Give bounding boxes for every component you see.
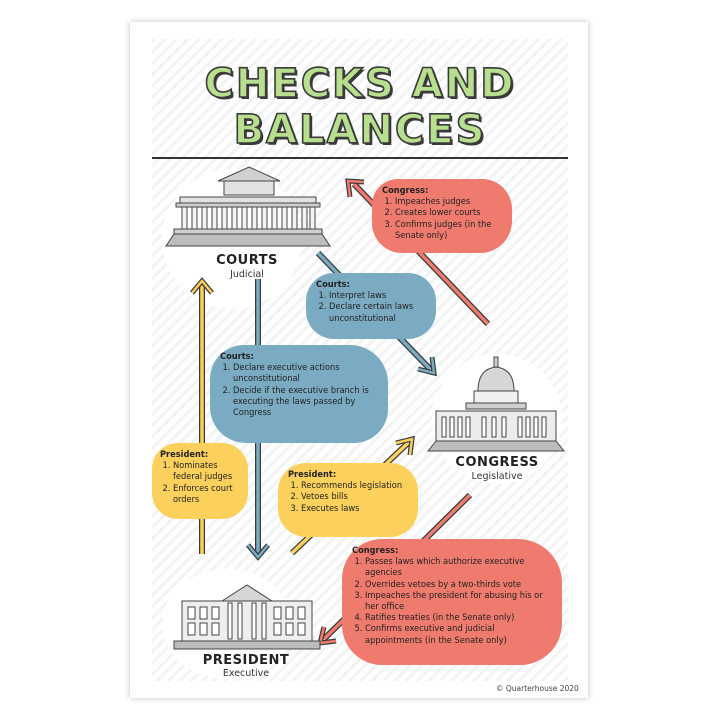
bubble-heading: Courts: [316, 279, 350, 290]
bubble-heading: Congress: [352, 545, 399, 556]
check-item: 2. Declare certain laws unconstitutional [329, 301, 426, 323]
copyright-text: © Quarterhouse 2020 [496, 684, 579, 693]
bubble-president-checks-congress [278, 463, 418, 537]
check-item: 1. Declare executive actions unconstitutional [233, 362, 378, 384]
check-item: 5. Confirms executive and judicial appointments (in the Senate only) [365, 623, 552, 645]
check-item: 3. Confirms judges (in the Senate only) [395, 219, 502, 241]
check-item: 3. Impeaches the president for abusing his or her office [365, 590, 552, 612]
white-house-icon [174, 585, 320, 649]
check-item: 4. Ratifies treaties (in the Senate only) [365, 612, 552, 623]
title-line-1: CHECKS AND [204, 61, 516, 107]
poster [130, 22, 588, 698]
supreme-court-icon [166, 167, 330, 246]
check-item: 2. Creates lower courts [395, 207, 502, 218]
president-sublabel: Executive [222, 668, 270, 679]
check-item: 1. Nominates federal judges [173, 460, 240, 482]
check-item: 1. Impeaches judges [395, 196, 502, 207]
bubble-president-checks-courts [152, 443, 248, 519]
bubble-courts-checks-congress [306, 273, 436, 339]
bubble-congress-checks-courts [372, 179, 512, 253]
bubble-heading: President: [160, 449, 209, 460]
check-item: 2. Vetoes bills [301, 491, 408, 502]
bubble-courts-checks-president [210, 345, 388, 443]
bubble-heading: Courts: [220, 351, 254, 362]
check-item: 1. Passes laws which authorize executive agencies [365, 556, 552, 578]
check-item: 1. Recommends legislation [301, 480, 408, 491]
check-item: 2. Enforces court orders [173, 483, 240, 505]
president-label: PRESIDENT [202, 653, 290, 668]
title-line-2: BALANCES [233, 107, 487, 153]
bubble-heading: President: [288, 469, 337, 480]
check-item: 3. Executes laws [301, 503, 408, 514]
congress-sublabel: Legislative [471, 471, 523, 482]
bubble-congress-checks-president [342, 539, 562, 665]
courts-sublabel: Judicial [230, 269, 264, 280]
congress-label: CONGRESS [455, 455, 539, 470]
check-item: 2. Decide if the executive branch is executing the laws passed by Congress [233, 385, 378, 419]
bubble-heading: Congress: [382, 185, 429, 196]
courts-label: COURTS [216, 253, 278, 268]
capitol-icon [428, 357, 564, 451]
poster-inner [152, 39, 568, 681]
check-item: 2. Overrides vetoes by a two-thirds vote [365, 579, 552, 590]
check-item: 1. Interpret laws [329, 290, 426, 301]
